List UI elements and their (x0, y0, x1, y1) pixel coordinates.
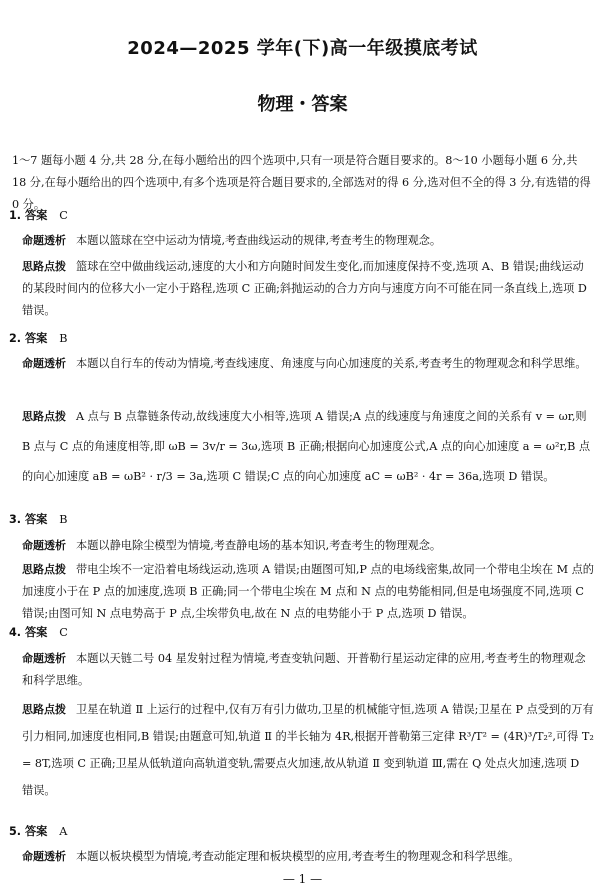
analysis-label: 命题透析 (22, 357, 66, 370)
question-answer: C (59, 209, 68, 222)
question-5-header (9, 823, 67, 839)
analysis-text: 本题以静电除尘模型为情境,考查静电场的基本知识,考查考生的物理观念。 (76, 539, 442, 552)
analysis-text: 本题以板块模型为情境,考查动能定理和板块模型的应用,考查考生的物理观念和科学思维。 (76, 850, 520, 863)
hint-label: 思路点拨 (22, 410, 66, 423)
question-2-header (9, 330, 67, 346)
page-number: — 1 — (282, 872, 323, 886)
hint-label: 思路点拨 (22, 703, 66, 716)
question-number: 3. (9, 513, 22, 526)
question-1-header (9, 207, 68, 223)
hint-text: 卫星在轨道 Ⅱ 上运行的过程中,仅有万有引力做功,卫星的机械能守恒,选项 A 错误;卫星在 P 点受到的万有引力相同,加速度也相同,B 错误;由题意可知,轨道 Ⅱ 的半长轴为 4R,根据开普勒第三定律 R³/T² = (4R)³/T₂²,可得 T₂ = 8T,选项 C 正确;卫星从低轨道向高轨道变轨,需要点火加速,故从轨道 Ⅱ 变到轨道 Ⅲ,需在 Q 处点火加速,选项 D 错误。 (22, 703, 594, 797)
question-number: 1. (9, 209, 22, 222)
scoring-intro: 1～7 题每小题 4 分,共 28 分,在每小题给出的四个选项中,只有一项是符合题目要求的。8～10 小题每小题 6 分,共 18 分,在每小题给出的四个选项中,有多个选项是符合题目要求的,全部选对的得 6 分,选对但不全的得 3 分,有选错的得 0 分。 (12, 154, 591, 212)
question-4-hint (22, 696, 594, 804)
analysis-text: 本题以天链二号 04 星发射过程为情境,考查变轨问题、开普勒行星运动定律的应用,考查考生的物理观念和科学思维。 (22, 652, 586, 688)
question-answer: C (59, 626, 68, 639)
analysis-text: 本题以自行车的传动为情境,考查线速度、角速度与向心加速度的关系,考查考生的物理观念和科学思维。 (76, 357, 587, 370)
page-subtitle: 物理・答案 (257, 94, 348, 115)
question-3-hint (22, 559, 594, 626)
question-answer: B (59, 332, 68, 345)
answer-label: 答案 (24, 513, 48, 526)
answer-label: 答案 (24, 626, 48, 639)
hint-text: 篮球在空中做曲线运动,速度的大小和方向随时间发生变化,而加速度保持不变,选项 A、B 错误;曲线运动的某段时间内的位移大小一定小于路程,选项 C 正确;斜抛运动的合力方向与速度方向不可能在同一条直线上,选项 D 错误。 (22, 260, 587, 318)
analysis-label: 命题透析 (22, 234, 66, 247)
question-5-analysis (22, 846, 594, 868)
hint-text: A 点与 B 点靠链条传动,故线速度大小相等,选项 A 错误;A 点的线速度与角速度之间的关系有 v = ωr,则 B 点与 C 点的角速度相等,即 ωB = 3v/r = 3ω,选项 B 正确;根据向心加速度公式,A 点的向心加速度 a = ω²r,B 点的向心加速度 aB = ωB² · r/3 = 3a,选项 C 错误;C 点的向心加速度 aC = ωB² · 4r = 36a,选项 D 错误。 (22, 410, 591, 483)
answer-label: 答案 (24, 332, 48, 345)
answer-label: 答案 (24, 209, 48, 222)
analysis-label: 命题透析 (22, 652, 66, 665)
question-4-header (9, 624, 68, 640)
question-4-analysis (22, 648, 594, 692)
question-1-analysis (22, 230, 594, 252)
analysis-label: 命题透析 (22, 850, 66, 863)
question-answer: B (59, 513, 68, 526)
question-number: 4. (9, 626, 22, 639)
analysis-text: 本题以篮球在空中运动为情境,考查曲线运动的规律,考查考生的物理观念。 (76, 234, 442, 247)
question-2-hint (22, 402, 594, 492)
question-answer: A (59, 825, 68, 838)
hint-label: 思路点拨 (22, 563, 66, 576)
question-2-analysis (22, 353, 594, 375)
analysis-label: 命题透析 (22, 539, 66, 552)
answer-label: 答案 (24, 825, 48, 838)
question-3-analysis (22, 535, 594, 557)
hint-label: 思路点拨 (22, 260, 66, 273)
page-title: 2024—2025 学年(下)高一年级摸底考试 (127, 38, 478, 59)
hint-text: 带电尘埃不一定沿着电场线运动,选项 A 错误;由题图可知,P 点的电场线密集,故同一个带电尘埃在 M 点的加速度小于在 P 点的加速度,选项 B 正确;同一个带电尘埃在 M 点和 N 点的电势能相同,但是电场强度不同,选项 C 错误;由图可知 N 点电势高于 P 点,尘埃带负电,故在 N 点的电势能小于 P 点,选项 D 错误。 (22, 563, 594, 621)
question-number: 2. (9, 332, 22, 345)
question-1-hint (22, 256, 594, 323)
question-3-header (9, 511, 67, 527)
question-number: 5. (9, 825, 22, 838)
